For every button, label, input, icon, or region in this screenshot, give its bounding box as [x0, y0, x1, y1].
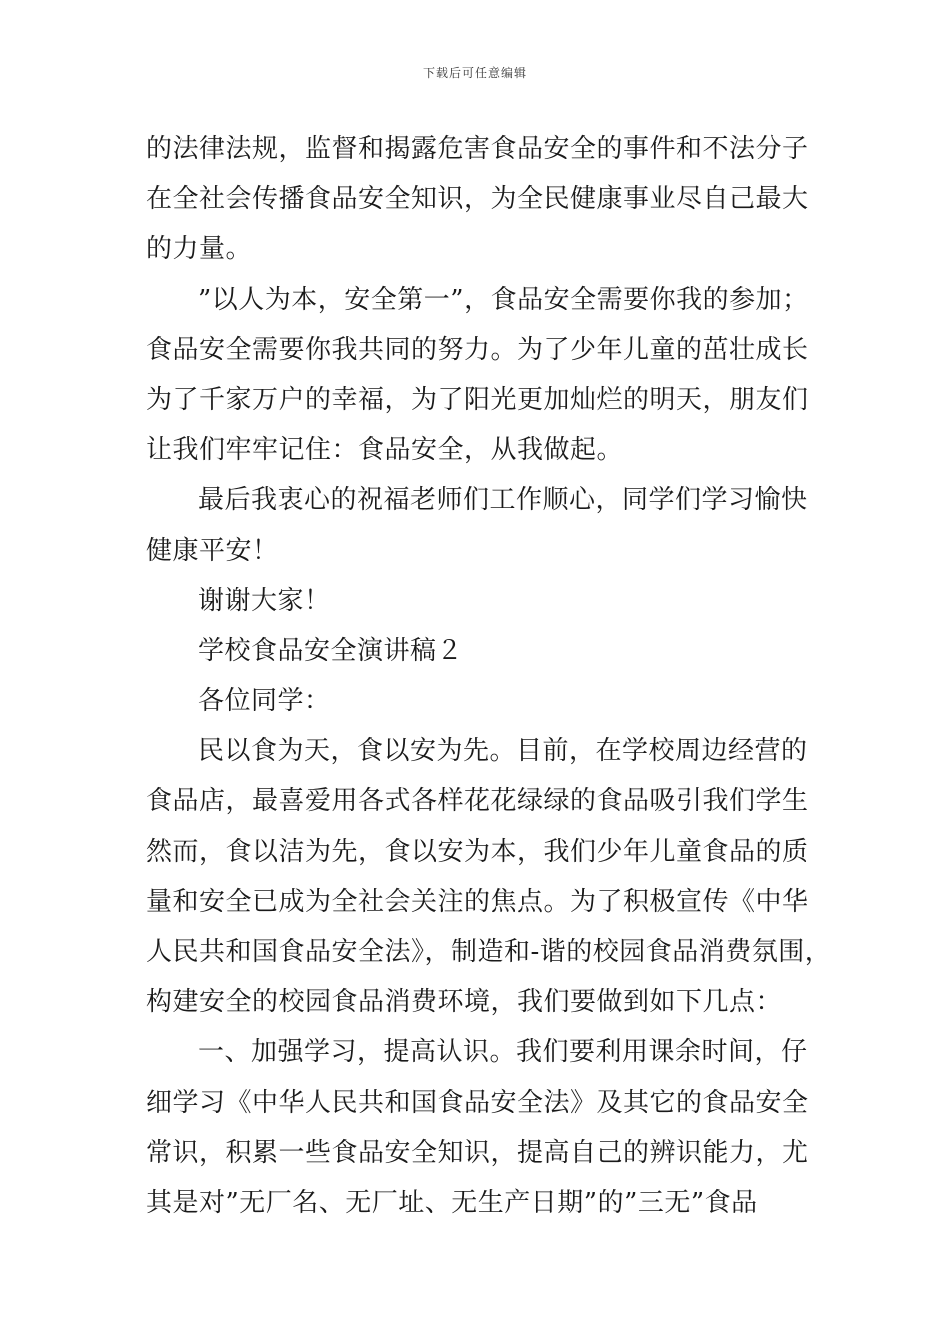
text-line: ”以人为本，安全第一”，食品安全需要你我的参加；	[198, 284, 809, 315]
text-line: 人民共和国食品安全法》，制造和-谐的校园食品消费氛围，	[146, 937, 832, 967]
text-line: 食品安全需要你我共同的努力。为了少年儿童的茁壮成长	[146, 334, 809, 365]
text-line: 食品店，最喜爱用各式各样花花绿绿的食品吸引我们学生	[146, 786, 809, 817]
text-line: 最后我衷心的祝福老师们工作顺心，同学们学习愉快	[198, 485, 808, 516]
text-line: 的力量。	[146, 234, 253, 265]
text-line: 为了千家万户的幸福，为了阳光更加灿烂的明天，朋友们	[146, 384, 809, 415]
text-line: 其是对”无厂名、无厂址、无生产日期”的”三无”食品	[146, 1187, 758, 1218]
text-line: 让我们牢牢记住：食品安全，从我做起。	[146, 435, 624, 466]
text-line: 细学习《中华人民共和国食品安全法》及其它的食品安全	[146, 1087, 809, 1118]
text-line: 的法律法规，监督和揭露危害食品安全的事件和不法分子	[146, 134, 809, 164]
text-line: 构建安全的校园食品消费环境，我们要做到如下几点：	[146, 987, 783, 1018]
salutation: 各位同学：	[198, 686, 331, 717]
text-line: 然而，食以洁为先，食以安为本，我们少年儿童食品的质	[146, 836, 809, 867]
text-line: 量和安全已成为全社会关注的焦点。为了积极宣传《中华	[146, 886, 809, 917]
document-body	[146, 124, 832, 1228]
page-header-note: 下载后可任意编辑	[422, 66, 527, 80]
text-line: 健康平安！	[146, 535, 279, 566]
text-line: 谢谢大家！	[198, 585, 331, 616]
section-title: 学校食品安全演讲稿２	[198, 635, 464, 666]
text-line: 在全社会传播食品安全知识，为全民健康事业尽自己最大	[146, 184, 809, 215]
text-line: 常识，积累一些食品安全知识，提高自己的辨识能力，尤	[146, 1137, 809, 1168]
text-line: 一、加强学习，提高认识。我们要利用课余时间，仔	[198, 1037, 808, 1068]
text-line: 民以食为天，食以安为先。目前，在学校周边经营的	[198, 736, 808, 767]
